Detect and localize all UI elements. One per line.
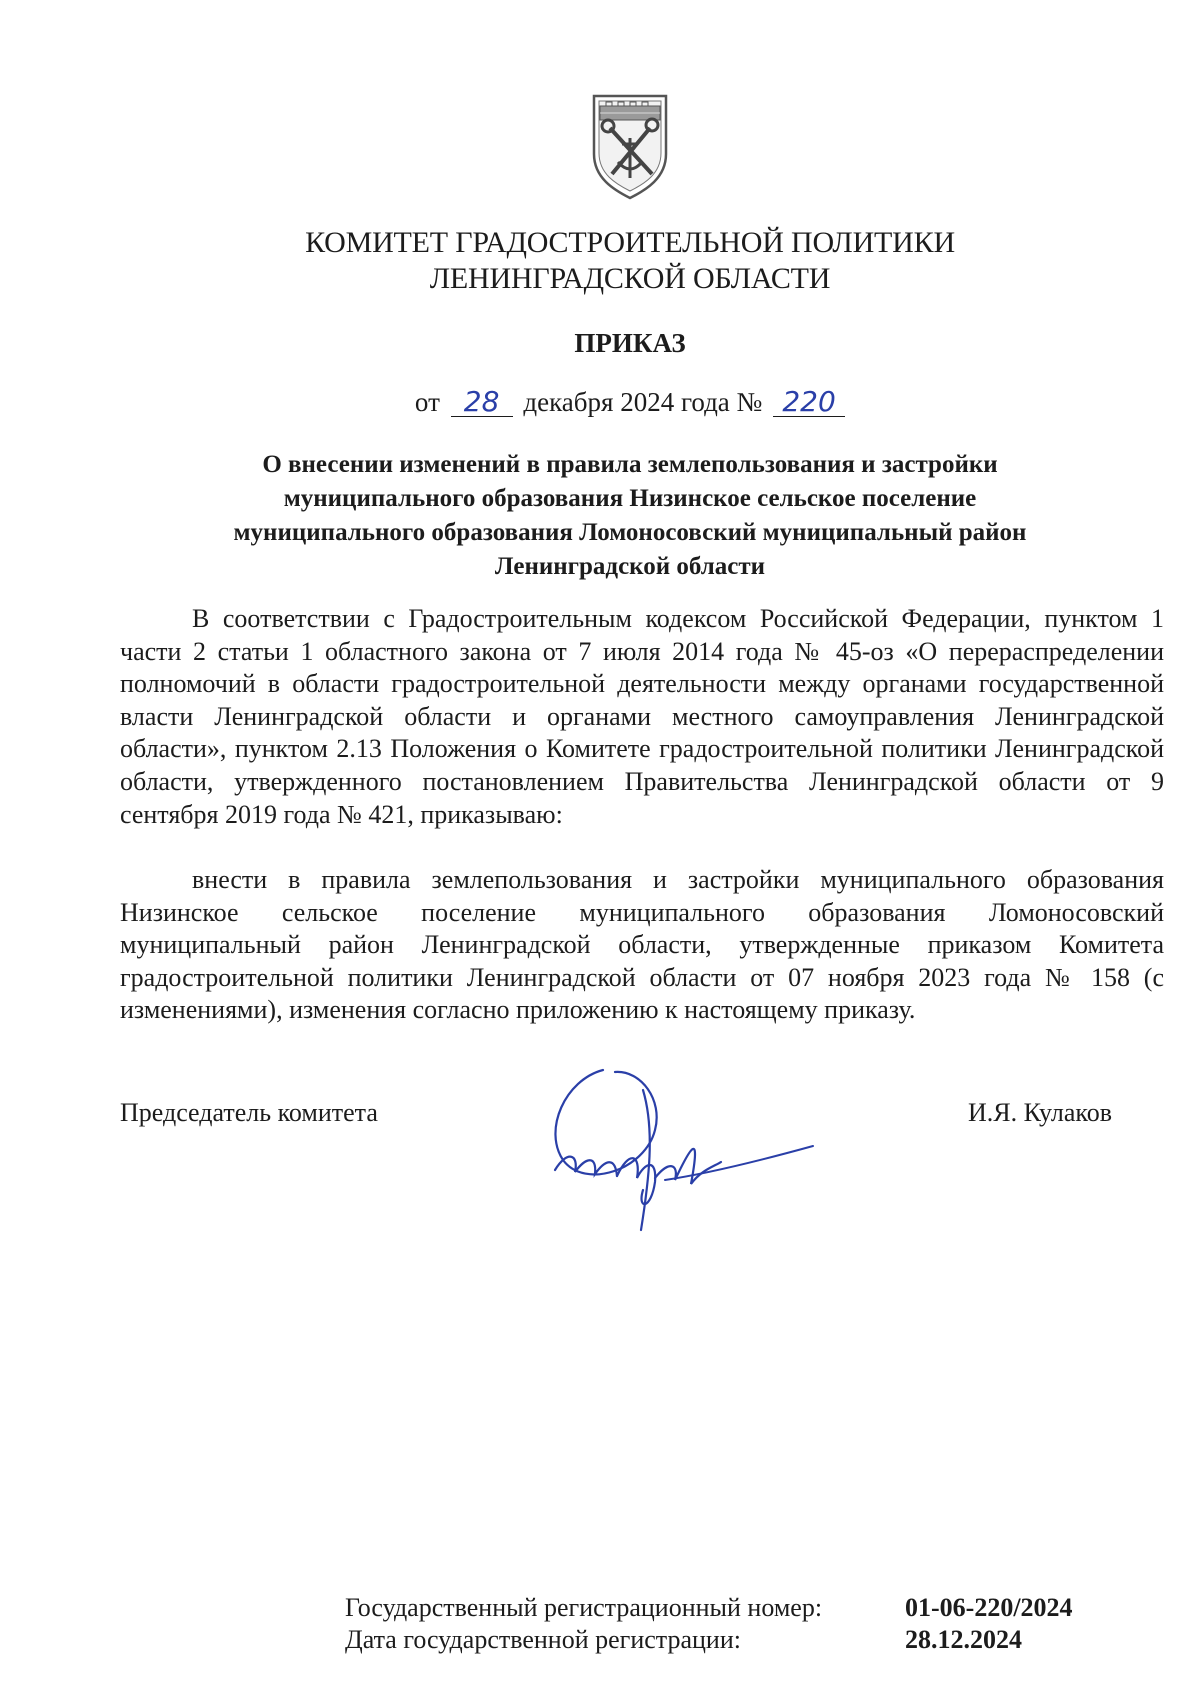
body-paragraph-text: В соответствии с Градостроительным кодексом Российской Федерации, пунктом 1 части 2 статьи 1 областного закона от 7 июля 2014 года № 45-оз «О перераспределении полномочий в области градостроительной деятельности между органами государственной власти Ленинградской области и органами местного самоуправления Ленинградской области», пунктом 2.13 Положения о Комитете градостроительной политики Ленинградской области, утвержденного постановлением Правительства Ленинградской области от 9 сентября 2019 года № 421, приказываю: xyxy=(120,604,1164,829)
body-paragraph-basis xyxy=(120,603,1164,831)
date-prefix: от xyxy=(414,387,440,417)
body-paragraph-text: внести в правила землепользования и застройки муниципального образования Низинское сельское поселение муниципального образования Ломоносовский муниципальный район Ленинградской области, утвержденные приказом Комитета градостроительной политики Ленинградской области от 07 ноября 2023 года № 158 (с изменениями), изменения согласно приложению к настоящему приказу. xyxy=(120,865,1164,1025)
handwritten-day: 28 xyxy=(451,388,513,417)
signatory-position: Председатель комитета xyxy=(120,1098,378,1127)
date-middle-text: декабря 2024 года № xyxy=(523,387,763,417)
registration-date-row xyxy=(345,1624,1022,1656)
handwritten-order-number: 220 xyxy=(773,388,845,417)
subject-line4: Ленинградской области xyxy=(494,553,766,580)
registration-date-label: Дата государственной регистрации: xyxy=(345,1625,741,1654)
coat-of-arms-emblem xyxy=(590,92,670,200)
subject-line1: О внесении изменений в правила землепользования и застройки xyxy=(262,451,998,478)
subject-line2: муниципального образования Низинское сельское поселение xyxy=(283,485,977,512)
handwritten-signature xyxy=(545,1050,820,1250)
committee-name-line1: КОМИТЕТ ГРАДОСТРОИТЕЛЬНОЙ ПОЛИТИКИ xyxy=(305,226,955,259)
registration-number-label: Государственный регистрационный номер: xyxy=(345,1593,823,1622)
registration-date-value: 28.12.2024 xyxy=(905,1625,1022,1654)
signatory-name: И.Я. Кулаков xyxy=(968,1098,1112,1127)
committee-name-line2: ЛЕНИНГРАДСКОЙ ОБЛАСТИ xyxy=(429,262,831,295)
order-date-line xyxy=(0,385,1200,419)
registration-number-value: 01-06-220/2024 xyxy=(905,1593,1073,1622)
body-paragraph-order xyxy=(120,864,1164,1027)
subject-line3: муниципального образования Ломоносовский муниципальный район xyxy=(233,519,1027,546)
registration-number-row xyxy=(345,1592,1073,1624)
document-type-title: ПРИКАЗ xyxy=(574,328,686,358)
